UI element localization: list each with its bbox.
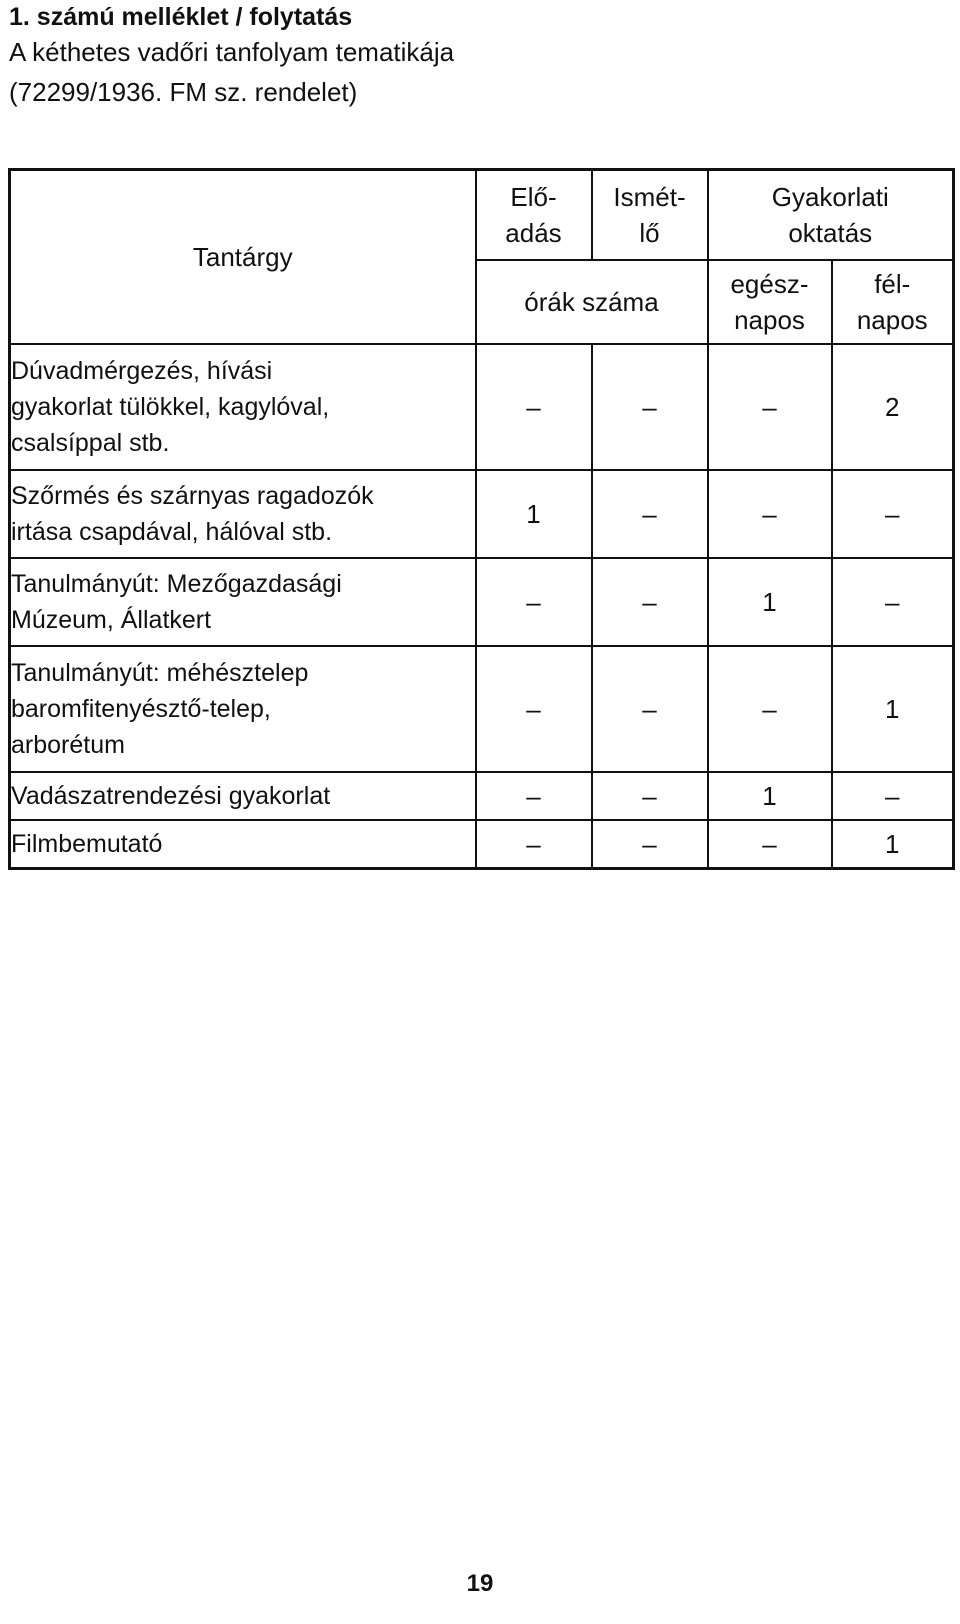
row-subject: Vadászatrendezési gyakorlat bbox=[10, 772, 476, 820]
row-subject: Tanulmányút: méhésztelep baromfitenyésztő-telep, arborétum bbox=[10, 646, 476, 772]
course-title: A kéthetes vadőri tanfolyam tematikája bbox=[9, 37, 455, 67]
document-heading bbox=[9, 0, 939, 112]
row-full-day-value: – bbox=[708, 820, 832, 869]
row-subject: Dúvadmérgezés, hívási gyakorlat tülökkel, kagylóval, csalsíppal stb. bbox=[10, 344, 476, 470]
header-half-day: fél- napos bbox=[832, 260, 954, 344]
table-row bbox=[10, 344, 954, 470]
row-half-day-value: – bbox=[832, 470, 954, 558]
row-lecture-value: – bbox=[476, 646, 592, 772]
row-revision-value: – bbox=[592, 646, 708, 772]
row-subject: Tanulmányút: Mezőgazdasági Múzeum, Állatkert bbox=[10, 558, 476, 646]
row-half-day-value: – bbox=[832, 558, 954, 646]
table-row bbox=[10, 646, 954, 772]
row-full-day-value: 1 bbox=[708, 558, 832, 646]
row-half-day-value: 1 bbox=[832, 820, 954, 869]
row-full-day-value: – bbox=[708, 470, 832, 558]
row-revision-value: – bbox=[592, 772, 708, 820]
table-row bbox=[10, 470, 954, 558]
row-full-day-value: – bbox=[708, 646, 832, 772]
row-revision-value: – bbox=[592, 470, 708, 558]
table-row bbox=[10, 820, 954, 869]
header-full-day: egész- napos bbox=[708, 260, 832, 344]
row-half-day-value: 2 bbox=[832, 344, 954, 470]
row-revision-value: – bbox=[592, 820, 708, 869]
row-lecture-value: 1 bbox=[476, 470, 592, 558]
table-row bbox=[10, 558, 954, 646]
page-number: 19 bbox=[466, 1570, 494, 1597]
row-full-day-value: – bbox=[708, 344, 832, 470]
row-subject: Szőrmés és szárnyas ragadozók irtása csapdával, hálóval stb. bbox=[10, 470, 476, 558]
row-lecture-value: – bbox=[476, 344, 592, 470]
table-row bbox=[10, 772, 954, 820]
header-revision: Ismét- lő bbox=[592, 170, 708, 261]
row-lecture-value: – bbox=[476, 772, 592, 820]
row-half-day-value: – bbox=[832, 772, 954, 820]
header-lecture: Elő- adás bbox=[476, 170, 592, 261]
row-revision-value: – bbox=[592, 558, 708, 646]
row-subject: Filmbemutató bbox=[10, 820, 476, 869]
row-lecture-value: – bbox=[476, 820, 592, 869]
appendix-title: 1. számú melléklet / folytatás bbox=[9, 3, 353, 31]
row-full-day-value: 1 bbox=[708, 772, 832, 820]
row-lecture-value: – bbox=[476, 558, 592, 646]
header-subject: Tantárgy bbox=[10, 170, 476, 345]
header-practical: Gyakorlati oktatás bbox=[708, 170, 954, 261]
header-hours-count: órák száma bbox=[476, 260, 708, 344]
row-revision-value: – bbox=[592, 344, 708, 470]
syllabus-table bbox=[8, 168, 955, 870]
row-half-day-value: 1 bbox=[832, 646, 954, 772]
decree-reference: (72299/1936. FM sz. rendelet) bbox=[9, 77, 358, 107]
